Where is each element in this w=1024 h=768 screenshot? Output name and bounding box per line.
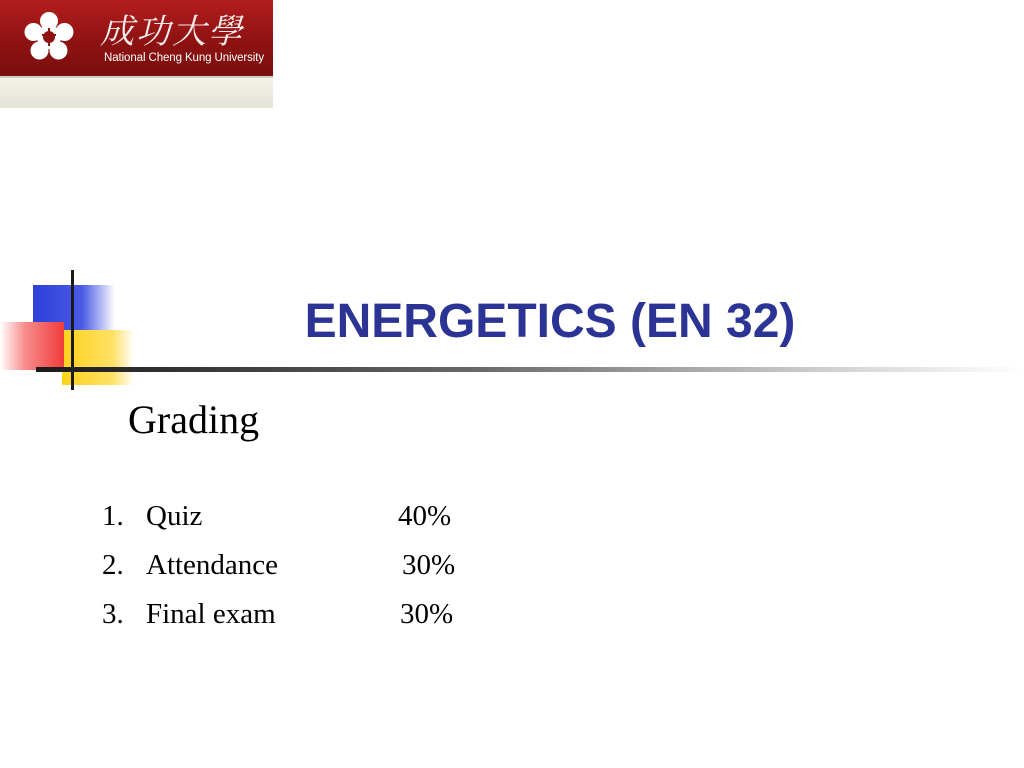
deco-vertical-line: [71, 270, 74, 390]
university-logo: [0, 0, 273, 108]
grading-item-number: 1.: [102, 500, 124, 532]
deco-red-block: [0, 322, 64, 370]
grading-item-label: Attendance: [146, 549, 279, 581]
logo-english-name: National Cheng Kung University: [104, 52, 265, 64]
grading-item-label: Final exam: [146, 598, 276, 630]
logo-strip: [0, 78, 273, 108]
slide-title: ENERGETICS (EN 32): [304, 295, 796, 348]
plum-blossom-emblem-icon: [22, 10, 76, 64]
grading-item-percent: 30%: [400, 598, 454, 630]
section-heading: Grading: [128, 397, 260, 442]
grading-item-number: 3.: [102, 598, 124, 630]
title-underline: [36, 367, 1024, 372]
grading-item-percent: 30%: [402, 549, 456, 581]
grading-item-label: Quiz: [146, 500, 203, 532]
decorative-blocks: [0, 270, 140, 395]
grading-item-percent: 40%: [398, 500, 452, 532]
logo-chinese-name: 成功大學: [100, 12, 244, 52]
grading-item-number: 2.: [102, 549, 124, 581]
